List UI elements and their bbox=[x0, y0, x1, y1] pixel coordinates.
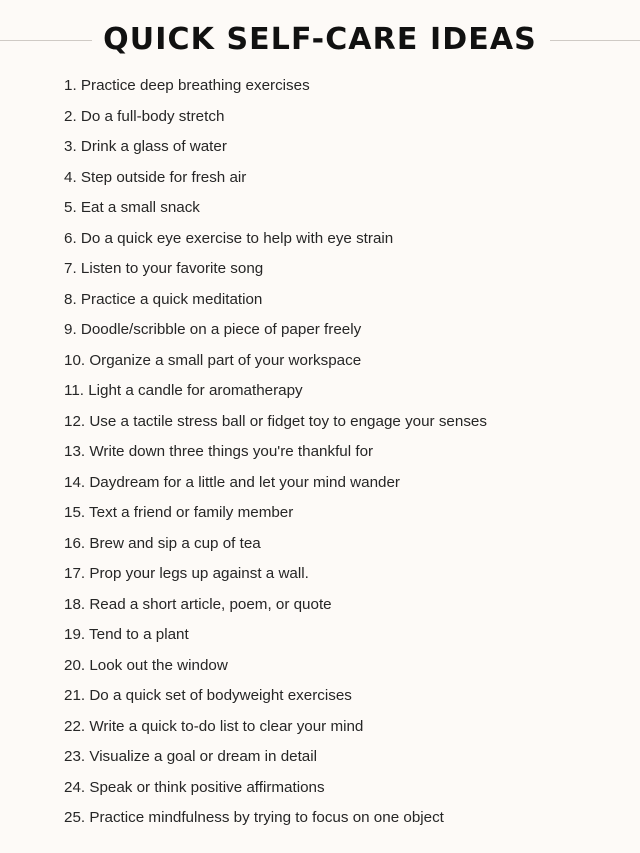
list-item: 19. Tend to a plant bbox=[64, 626, 189, 643]
page-title: QUICK SELF-CARE IDEAS bbox=[103, 22, 537, 57]
list-item: 12. Use a tactile stress ball or fidget toy to engage your senses bbox=[64, 412, 487, 430]
list-item: 21. Do a quick set of bodyweight exercises bbox=[64, 687, 352, 704]
list-item: 18. Read a short article, poem, or quote bbox=[64, 595, 332, 613]
list-item: 4. Step outside for fresh air bbox=[64, 168, 247, 186]
self-care-list bbox=[64, 76, 624, 839]
list-item: 10. Organize a small part of your workspace bbox=[64, 351, 362, 369]
list-item: 22. Write a quick to-do list to clear your mind bbox=[64, 717, 364, 735]
list-item: 7. Listen to your favorite song bbox=[64, 260, 264, 277]
list-item: 25. Practice mindfulness by trying to focus on one object bbox=[64, 809, 444, 826]
list-item: 8. Practice a quick meditation bbox=[64, 290, 263, 308]
right-divider bbox=[550, 40, 640, 41]
list-item: 23. Visualize a goal or dream in detail bbox=[64, 748, 317, 765]
list-item: 11. Light a candle for aromatherapy bbox=[64, 382, 303, 399]
list-item: 6. Do a quick eye exercise to help with eye strain bbox=[64, 229, 394, 247]
list-item: 3. Drink a glass of water bbox=[64, 138, 227, 155]
list-item: 2. Do a full-body stretch bbox=[64, 107, 225, 125]
list-item: 15. Text a friend or family member bbox=[64, 504, 294, 521]
list-item: 13. Write down three things you're thankful for bbox=[64, 443, 374, 460]
list-item: 1. Practice deep breathing exercises bbox=[64, 77, 310, 94]
list-item: 20. Look out the window bbox=[64, 656, 228, 674]
list-item: 14. Daydream for a little and let your mind wander bbox=[64, 473, 400, 491]
list-item: 16. Brew and sip a cup of tea bbox=[64, 534, 261, 552]
title-row bbox=[0, 18, 640, 64]
list-item: 24. Speak or think positive affirmations bbox=[64, 778, 325, 796]
list-item: 9. Doodle/scribble on a piece of paper freely bbox=[64, 321, 362, 338]
list-item: 17. Prop your legs up against a wall. bbox=[64, 565, 309, 582]
list-item: 5. Eat a small snack bbox=[64, 199, 200, 216]
